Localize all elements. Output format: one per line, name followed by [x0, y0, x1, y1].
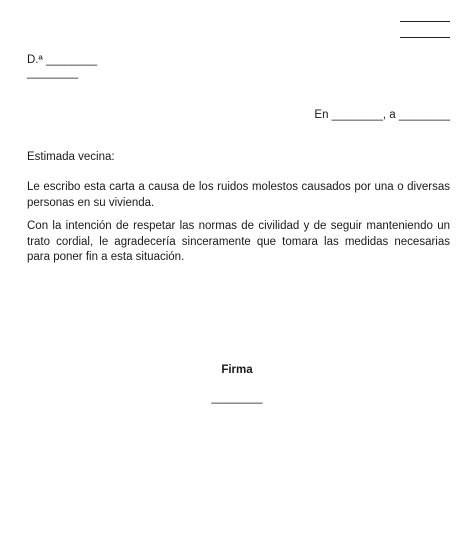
- recipient-line-1: D.ª ________: [27, 54, 98, 66]
- signature-label: Firma: [221, 364, 253, 376]
- place-date: En ________, a ________: [314, 109, 450, 121]
- signature-blank: ________: [211, 392, 263, 404]
- greeting: Estimada vecina:: [27, 151, 115, 163]
- paragraph-2: Con la intención de respetar las normas de civilidad y de seguir manteniendo un trato cordial, le agradecería sinceramente que tomara las medidas necesarias para poner fin a esta situación.: [27, 220, 450, 263]
- sender-blank-line-2: [400, 37, 450, 38]
- sender-blank-line-1: [400, 21, 450, 22]
- paragraph-1: Le escribo esta carta a causa de los ruidos molestos causados por una o diversas personas en su vivienda.: [27, 181, 450, 209]
- recipient-line-2: ________: [27, 67, 79, 79]
